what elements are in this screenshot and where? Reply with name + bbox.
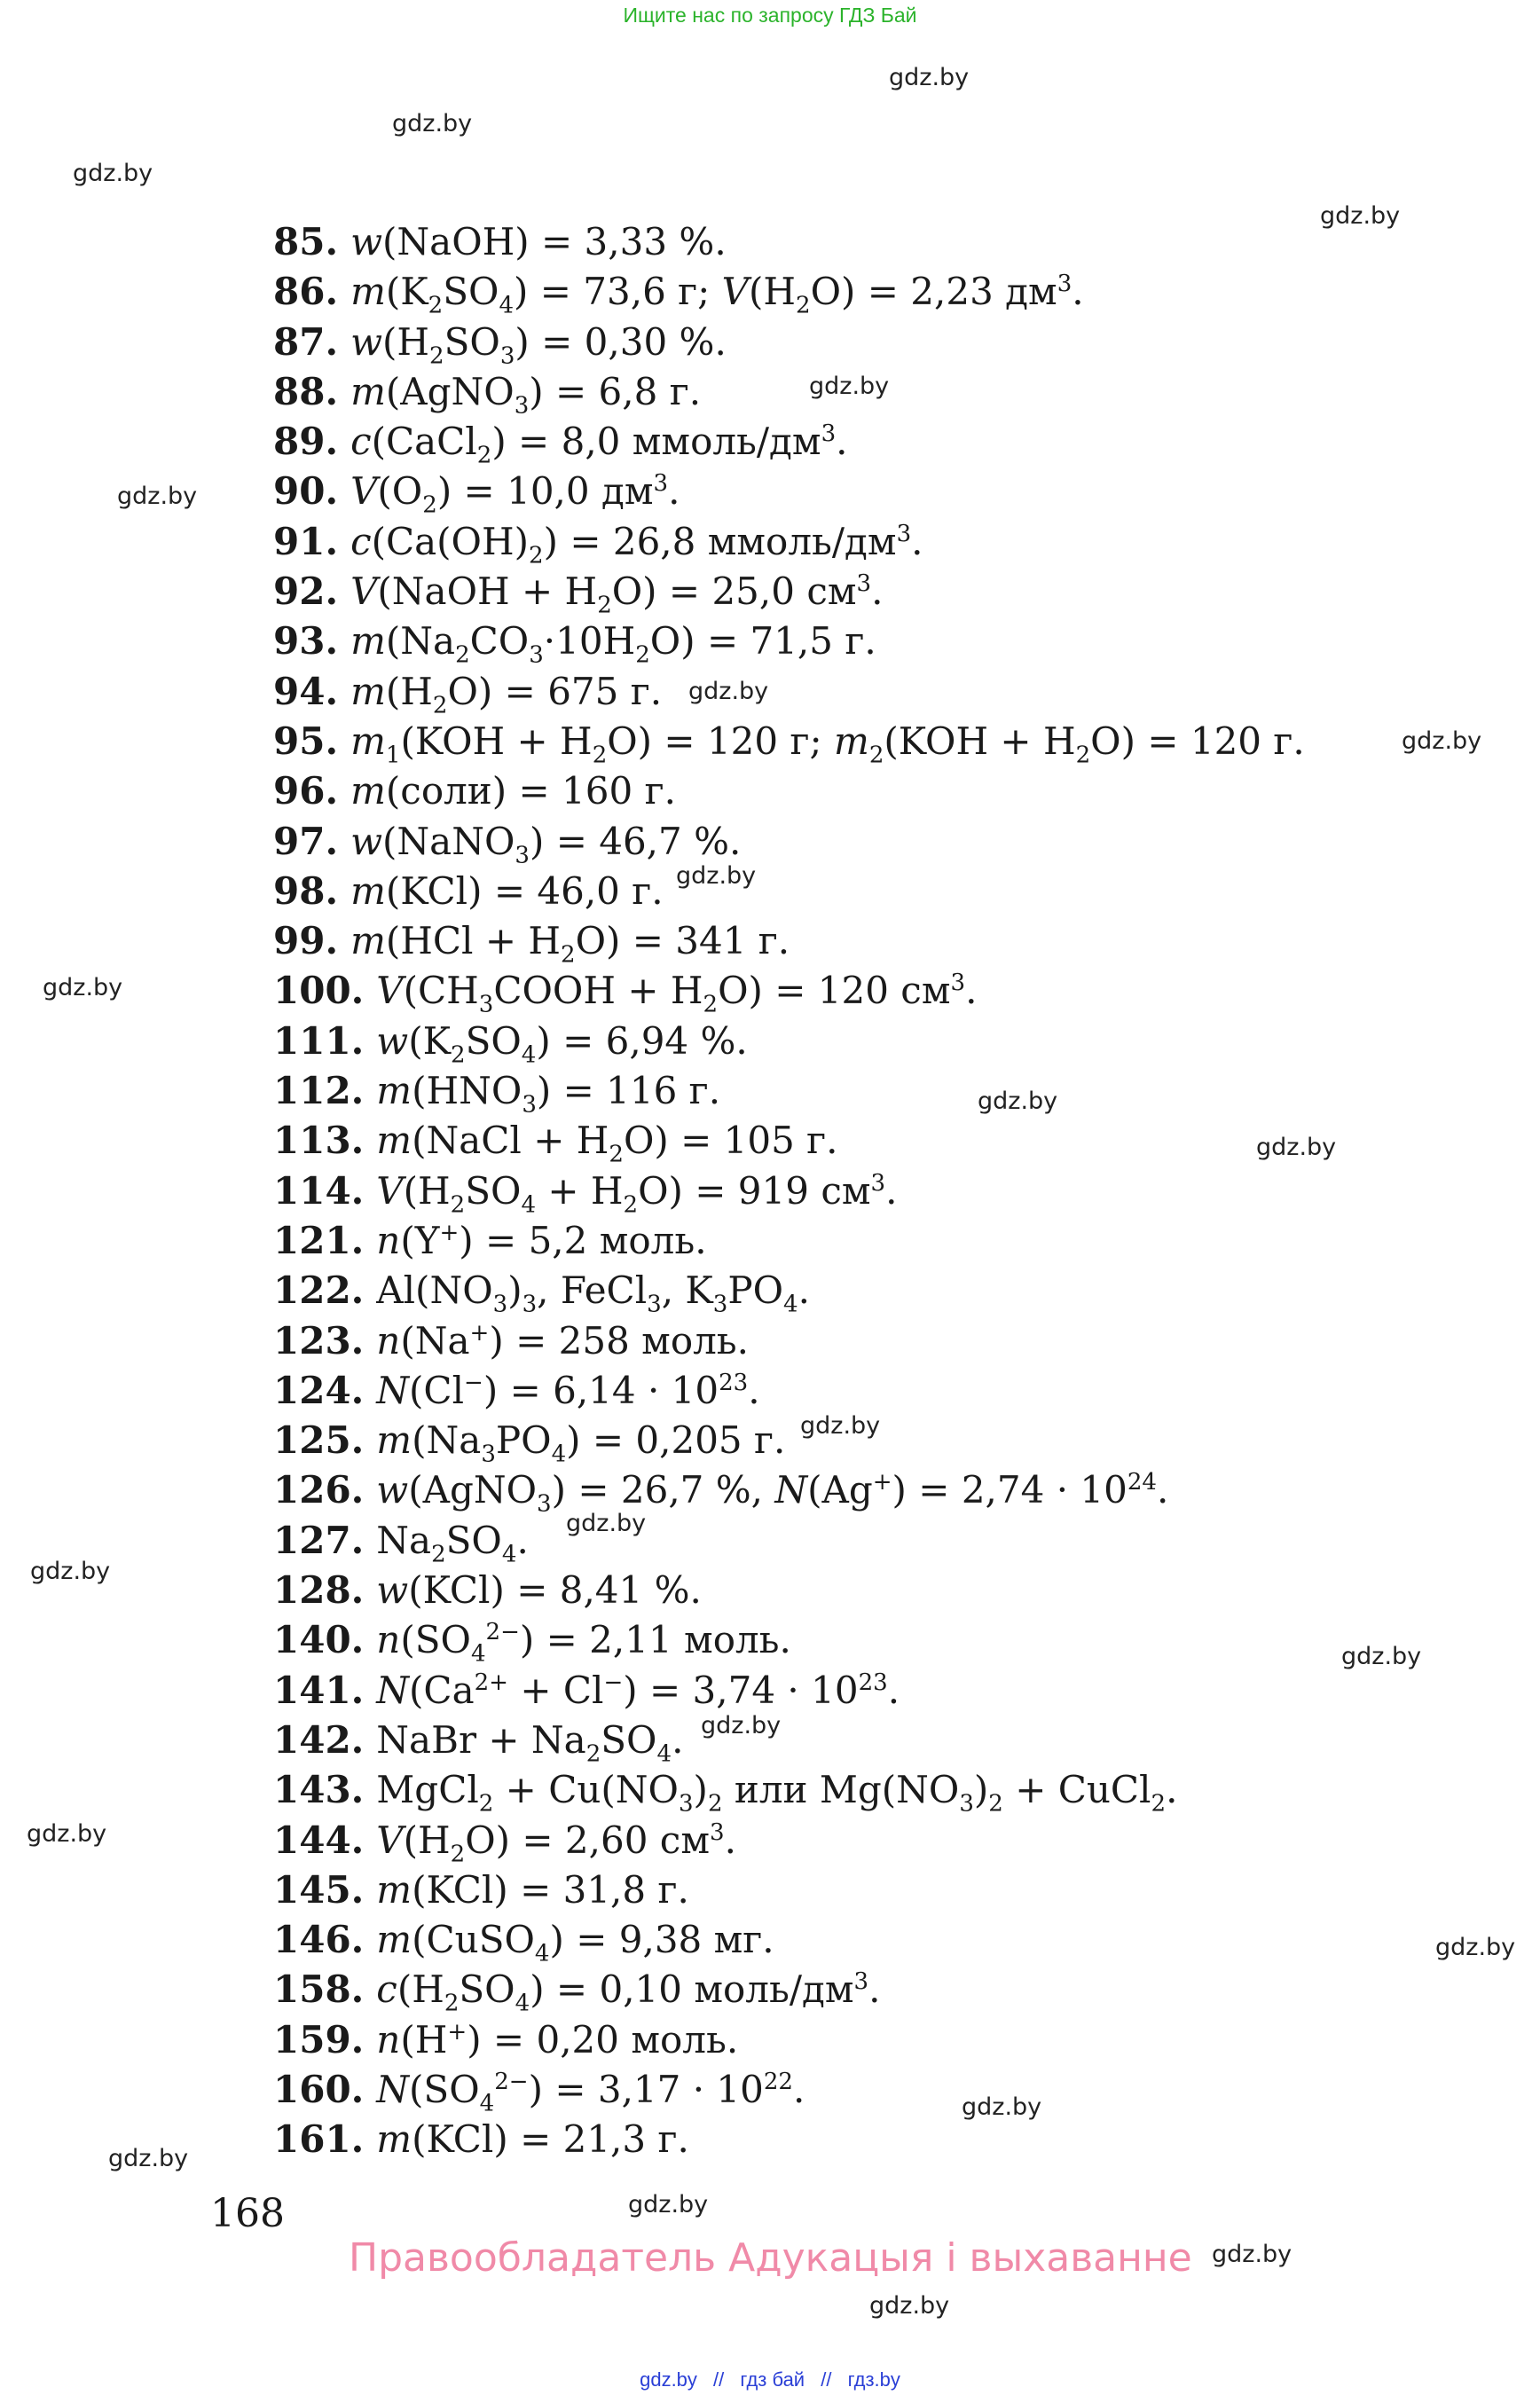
answer-number: 158. — [273, 1967, 365, 2012]
answer-number: 144. — [273, 1818, 365, 1862]
answer-item — [273, 1166, 1305, 1219]
answer-item — [273, 567, 1305, 619]
answer-text: m(KCl) = 31,8 г. — [376, 1867, 689, 1912]
answer-text: $N(Ca^{2+} + Cl^-) = 3,74 \cdot 10^{23}$. — [376, 1668, 900, 1712]
answer-text: NaBr + $Na_2SO_4$. — [376, 1717, 684, 1768]
answer-text: $w(H_2SO_3) = 0,30$ %. — [350, 319, 727, 369]
watermark: gdz.by — [809, 373, 890, 400]
answer-number: 91. — [273, 519, 339, 563]
answer-number: 114. — [273, 1168, 365, 1213]
answer-item — [273, 267, 1305, 317]
answer-item — [273, 867, 1305, 916]
watermark: gdz.by — [869, 2292, 950, 2320]
answer-text: MgCl$_2$ + $Cu(NO_3)_2$ или $Mg(NO_3)_2$ + CuCl$_2$. — [376, 1768, 1178, 1818]
answer-item — [273, 916, 1305, 969]
answer-item — [273, 1765, 1305, 1818]
watermark: gdz.by — [108, 2145, 189, 2172]
answer-item — [273, 1915, 1305, 1965]
answer-item — [273, 1066, 1305, 1119]
watermark: gdz.by — [1341, 1643, 1422, 1670]
answer-text: m(соли) = 160 г. — [350, 769, 676, 813]
answer-number: 161. — [273, 2117, 365, 2162]
answer-item — [273, 1516, 1305, 1566]
answer-number: 125. — [273, 1418, 365, 1463]
answer-text: m(CuSO$_4$) = 9,38 мг. — [376, 1918, 774, 1967]
answer-item — [273, 1566, 1305, 1615]
answer-text: w(KCl) = 8,41 %. — [376, 1568, 702, 1613]
watermark: gdz.by — [676, 862, 757, 890]
answer-item — [273, 766, 1305, 816]
answer-number: 160. — [273, 2067, 365, 2111]
answer-text: w(NaOH) = 3,33 %. — [350, 220, 727, 263]
answer-text: $Al(NO_3)_3$, FeCl$_3$, $K_3PO_4$. — [376, 1268, 810, 1318]
top-banner[interactable]: Ищите нас по запросу ГДЗ Бай — [623, 4, 917, 27]
watermark: gdz.by — [628, 2191, 709, 2218]
answer-number: 89. — [273, 420, 339, 464]
answer-text: $m(Na_3PO_4) = 0,205$ г. — [376, 1418, 786, 1468]
answer-number: 88. — [273, 369, 339, 413]
answer-text: $N(Cl^-) = 6,14 \cdot 10^{23}$. — [376, 1368, 760, 1412]
watermark: gdz.by — [392, 110, 473, 137]
answer-text: n(Na+) = 258 моль. — [376, 1318, 750, 1362]
answer-text: $m(HNO_3) = 116$ г. — [376, 1069, 721, 1119]
answer-number: 112. — [273, 1069, 365, 1113]
answer-number: 87. — [273, 319, 339, 364]
answer-text: $w(K_2SO_4) = 6,94$ %. — [376, 1018, 748, 1069]
answer-item — [273, 1816, 1305, 1865]
answer-number: 98. — [273, 868, 339, 913]
answer-number: 100. — [273, 969, 365, 1013]
watermark: gdz.by — [1212, 2241, 1292, 2268]
answer-text: $N(SO_4^{2-}) = 3,17 \cdot 10^{22}$. — [376, 2067, 805, 2117]
footer-separator: // — [713, 2368, 725, 2391]
answer-text: c(CaCl$_2$) = 8,0 ммоль/$дм^3$. — [350, 420, 848, 469]
answer-item — [273, 616, 1305, 669]
watermark: gdz.by — [1256, 1134, 1337, 1161]
answer-text: V(NaOH + $H_2O) = 25,0$ $см^3$. — [350, 569, 884, 619]
answer-text: $m(H_2O) = 675$ г. — [350, 669, 663, 719]
watermark: gdz.by — [566, 1510, 647, 1537]
answer-number: 94. — [273, 669, 339, 713]
answer-item — [273, 1416, 1305, 1468]
watermark: gdz.by — [1320, 202, 1401, 230]
answer-number: 93. — [273, 619, 339, 664]
answer-text: $c(Ca(OH)_2) = 26,8$ ммоль/$дм^3$. — [350, 519, 923, 569]
watermark: gdz.by — [30, 1558, 111, 1585]
answer-number: 111. — [273, 1018, 365, 1063]
answer-item — [273, 817, 1305, 867]
answer-text: w(NaNO$_3$) = 46,7 %. — [350, 819, 742, 868]
answer-item — [273, 1965, 1305, 2017]
answer-number: 127. — [273, 1518, 365, 1562]
watermark: gdz.by — [73, 160, 153, 187]
watermark: gdz.by — [978, 1088, 1058, 1115]
answer-number: 113. — [273, 1119, 365, 1163]
answer-item — [273, 517, 1305, 567]
answer-number: 95. — [273, 719, 339, 763]
answer-item — [273, 1666, 1305, 1716]
answer-text: m(NaCl + $H_2O) = 105$ г. — [376, 1119, 838, 1168]
answer-text: $m(HCl + H_2O) = 341$ г. — [350, 919, 790, 969]
answer-number: 143. — [273, 1768, 365, 1812]
answer-number: 97. — [273, 819, 339, 863]
watermark: gdz.by — [701, 1712, 782, 1739]
answer-number: 124. — [273, 1368, 365, 1412]
answer-number: 126. — [273, 1468, 365, 1512]
answer-text: $c(H_2SO_4) = 0,10$ моль/$дм^3$. — [376, 1967, 881, 2017]
answer-number: 90. — [273, 469, 339, 514]
answer-item — [273, 1465, 1305, 1518]
answer-item — [273, 318, 1305, 367]
answer-item — [273, 1865, 1305, 1915]
answer-number: 86. — [273, 270, 339, 314]
answer-item — [273, 1116, 1305, 1166]
answer-text: $m(Na_2CO_3\cdot 10H_2O) = 71,5$ г. — [350, 619, 876, 669]
watermark: gdz.by — [962, 2093, 1042, 2121]
answer-item — [273, 1216, 1305, 1266]
answer-item — [273, 1615, 1305, 1668]
watermark: gdz.by — [688, 678, 769, 705]
answer-number: 122. — [273, 1268, 365, 1313]
answer-number: 146. — [273, 1918, 365, 1962]
answer-number: 142. — [273, 1717, 365, 1762]
footer-link[interactable]: gdz.by — [640, 2368, 697, 2391]
answer-text: $Na_2SO_4$. — [376, 1518, 529, 1568]
answer-text: $V(H_2O) = 2,60$ $см^3$. — [376, 1818, 736, 1867]
answer-text: n(Y+) = 5,2 моль. — [376, 1218, 707, 1262]
answer-text: m(KCl) = 46,0 г. — [350, 868, 664, 913]
answer-number: 92. — [273, 569, 339, 614]
answer-text: $V(CH_3COOH + H_2O) = 120$ $см^3$. — [376, 969, 978, 1018]
answer-number: 121. — [273, 1218, 365, 1262]
answer-number: 85. — [273, 220, 339, 263]
answer-number: 141. — [273, 1668, 365, 1712]
answer-item — [273, 367, 1305, 420]
watermark: gdz.by — [889, 64, 970, 91]
answer-item — [273, 966, 1305, 1016]
answer-text: n(H+) = 0,20 моль. — [376, 2017, 739, 2061]
answer-text: $m(K_2SO_4) = 73,6$ г; $V(H_2O) = 2,23$ $дм^3$. — [350, 270, 1084, 319]
answer-number: 99. — [273, 919, 339, 963]
footer-link[interactable]: гдз бай — [740, 2368, 805, 2391]
answer-item — [273, 1366, 1305, 1416]
footer-link[interactable]: гдз.by — [847, 2368, 900, 2391]
answer-text: m(KCl) = 21,3 г. — [376, 2117, 689, 2162]
page-number: 168 — [210, 2191, 285, 2236]
watermark: gdz.by — [117, 483, 198, 510]
answer-item — [273, 467, 1305, 519]
watermark: gdz.by — [1402, 727, 1482, 755]
answer-item — [273, 2115, 1305, 2164]
answer-number: 140. — [273, 1618, 365, 1662]
answer-number: 159. — [273, 2017, 365, 2061]
answer-item — [273, 667, 1305, 717]
answer-number: 96. — [273, 769, 339, 813]
footer-links — [0, 2368, 1540, 2391]
watermark: gdz.by — [800, 1412, 881, 1440]
answer-text: $m_1(KOH + H_2O) = 120$ г; $m_2(KOH + H_2O) = 120$ г. — [350, 719, 1305, 769]
answer-number: 123. — [273, 1318, 365, 1362]
footer-separator: // — [821, 2368, 832, 2391]
watermark: gdz.by — [27, 1820, 107, 1848]
watermark: gdz.by — [1435, 1934, 1516, 1961]
answer-item — [273, 1017, 1305, 1069]
answers-list — [273, 217, 1305, 2165]
answer-number: 128. — [273, 1568, 365, 1613]
answer-item — [273, 1316, 1305, 1366]
answer-item — [273, 2015, 1305, 2065]
answer-number: 145. — [273, 1867, 365, 1912]
answer-item — [273, 417, 1305, 467]
answer-text: $V(O_2) = 10,0$ $дм^3$. — [350, 469, 680, 519]
answer-text: $V(H_2SO_4 + H_2O) = 919$ $см^3$. — [376, 1168, 898, 1219]
watermark: gdz.by — [43, 974, 123, 1001]
answer-item — [273, 2065, 1305, 2115]
answer-item — [273, 217, 1305, 267]
answer-item — [273, 1716, 1305, 1768]
answer-item — [273, 717, 1305, 769]
answer-item — [273, 1266, 1305, 1318]
answer-text: m(AgNO$_3$) = 6,8 г. — [350, 369, 702, 420]
answer-text: $n(SO_4^{2-}) = 2,11$ моль. — [376, 1618, 791, 1668]
answer-text: w(AgNO$_3$) = 26,7 %, $N(Ag^+) = 2,74 \cdot 10^{24}$. — [376, 1468, 1169, 1518]
copyright-notice: Правообладатель Адукацыя і выхаванне — [349, 2235, 1192, 2281]
